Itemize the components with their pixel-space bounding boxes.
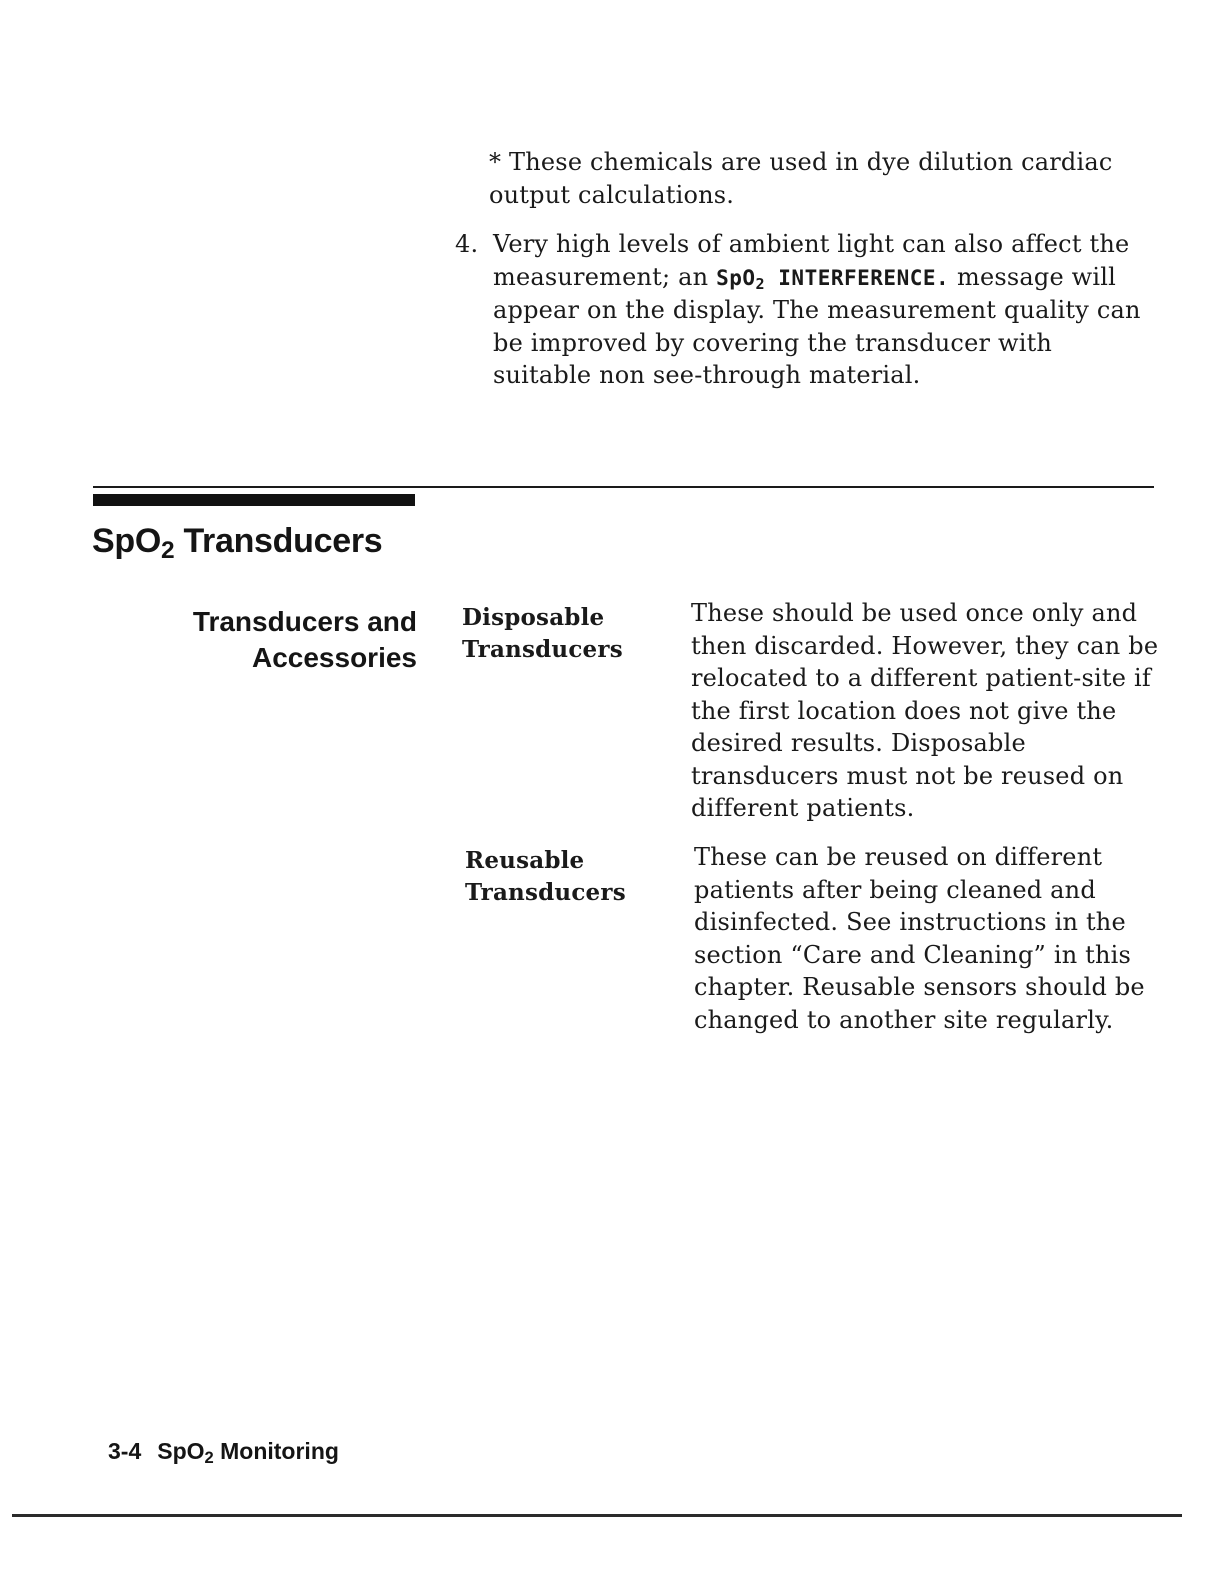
subheading-line1: Transducers and xyxy=(192,606,417,637)
section-title-prefix: SpO xyxy=(92,522,161,560)
term-line2: Transducers xyxy=(462,636,623,663)
footnote-text: * These chemicals are used in dye dilution cardiac output calculations. xyxy=(489,148,1113,209)
footer-chapter-subscript: 2 xyxy=(204,1448,214,1468)
term-disposable xyxy=(462,602,672,666)
section-title-suffix: Transducers xyxy=(174,522,383,560)
footer-chapter-prefix: SpO xyxy=(157,1438,205,1464)
message-code-subscript: 2 xyxy=(755,274,766,293)
subheading-line2: Accessories xyxy=(251,642,417,673)
page-footer xyxy=(108,1438,339,1468)
definition-disposable: These should be used once only and then discarded. However, they can be relocated to a different patient-site if the first location does not give the desired results. Disposable transducers must not be reused on different patients. xyxy=(691,599,1159,822)
term-reusable xyxy=(465,845,675,909)
interference-message xyxy=(716,265,950,293)
list-item-number: 4. xyxy=(455,230,479,258)
term-line2: Transducers xyxy=(465,879,626,906)
footer-chapter-suffix: Monitoring xyxy=(213,1438,339,1464)
section-rule-thin xyxy=(93,486,1154,488)
term-line1: Reusable xyxy=(465,847,585,874)
subheading xyxy=(140,604,417,676)
page-number: 3-4 xyxy=(108,1438,142,1464)
term-line1: Disposable xyxy=(462,604,605,631)
footnote xyxy=(489,146,1169,211)
list-item-text-after: message will appear on the display. The measurement quality can be improved by covering the transducer with suitable non see-through material. xyxy=(493,262,1141,389)
list-item-text-before: Very high levels of ambient light can also affect the measurement; an xyxy=(493,230,1130,291)
footer-rule xyxy=(12,1514,1182,1517)
section-title xyxy=(92,522,383,565)
list-item-body xyxy=(493,228,1153,392)
definition-reusable: These can be reused on different patients after being cleaned and disinfected. See instructions in the section “Care and Cleaning” in this chapter. Reusable sensors should be changed to another site regularly. xyxy=(694,843,1145,1034)
message-code-suffix: INTERFERENCE. xyxy=(765,265,950,290)
section-rule-thick xyxy=(93,494,415,506)
section-title-subscript: 2 xyxy=(161,537,175,565)
message-code-prefix: SpO xyxy=(716,265,756,290)
list-item-4 xyxy=(455,228,1155,392)
